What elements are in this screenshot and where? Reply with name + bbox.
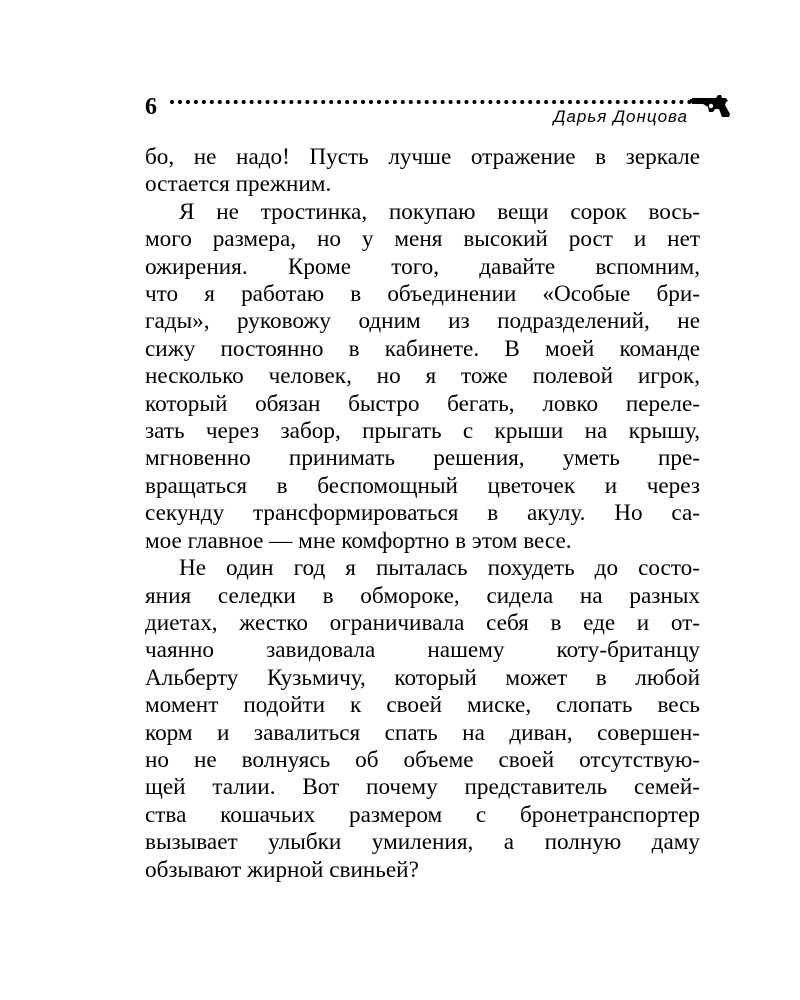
text-line: но не волнуясь об объеме своей отсутствую- bbox=[145, 746, 700, 773]
page-text bbox=[145, 144, 700, 884]
text-line: бо, не надо! Пусть лучше отражение в зеркале bbox=[145, 144, 700, 170]
text-line: зать через забор, прыгать с крыши на крышу, bbox=[145, 418, 700, 445]
text-line: ства кошачьих размером с бронетранспортер bbox=[145, 801, 700, 828]
paragraph-2 bbox=[145, 199, 700, 555]
text-line: обзывают жирной свиньей? bbox=[145, 856, 419, 883]
text-line: мое главное — мне комфортно в этом весе. bbox=[145, 527, 572, 554]
text-line: остается прежним. bbox=[145, 171, 332, 198]
header-dotted-rule bbox=[170, 100, 700, 104]
paragraph-3 bbox=[145, 555, 700, 884]
text-line: вызывает улыбки умиления, а полную даму bbox=[145, 829, 700, 856]
text-line: вращаться в беспомощный цветочек и через bbox=[145, 472, 700, 499]
text-line: мого размера, но у меня высокий рост и нет bbox=[145, 226, 700, 253]
text-line: диетах, жестко ограничивала себя в еде и от- bbox=[145, 609, 700, 636]
text-line: сижу постоянно в кабинете. В моей команде bbox=[145, 335, 700, 362]
page-number: 6 bbox=[145, 94, 157, 120]
revolver-icon bbox=[690, 92, 732, 118]
text-line: корм и завалиться спать на диван, совершен- bbox=[145, 719, 700, 746]
text-line: несколько человек, но я тоже полевой игрок, bbox=[145, 363, 700, 390]
text-line: ожирения. Кроме того, давайте вспомним, bbox=[145, 253, 700, 280]
text-line: щей талии. Вот почему представитель семей- bbox=[145, 774, 700, 801]
text-line: Альберту Кузьмичу, который может в любой bbox=[145, 664, 700, 691]
text-line: гады», руковожу одним из подразделений, не bbox=[145, 308, 700, 335]
author-name: Дарья Донцова bbox=[553, 107, 688, 126]
text-line: Я не тростинка, покупаю вещи сорок вось- bbox=[179, 198, 700, 225]
text-line: который обязан быстро бегать, ловко переле- bbox=[145, 390, 700, 417]
text-line: момент подойти к своей миске, слопать весь bbox=[145, 692, 700, 719]
text-line: чаянно завидовала нашему коту-британцу bbox=[145, 637, 700, 664]
paragraph-1 bbox=[145, 144, 700, 199]
text-line: секунду трансформироваться в акулу. Но са- bbox=[145, 500, 700, 527]
text-line: яния селедки в обмороке, сидела на разных bbox=[145, 582, 700, 609]
text-line: Не один год я пыталась похудеть до состо- bbox=[179, 555, 700, 582]
text-line: что я работаю в объединении «Особые бри- bbox=[145, 281, 700, 308]
text-line: мгновенно принимать решения, уметь пре- bbox=[145, 445, 700, 472]
